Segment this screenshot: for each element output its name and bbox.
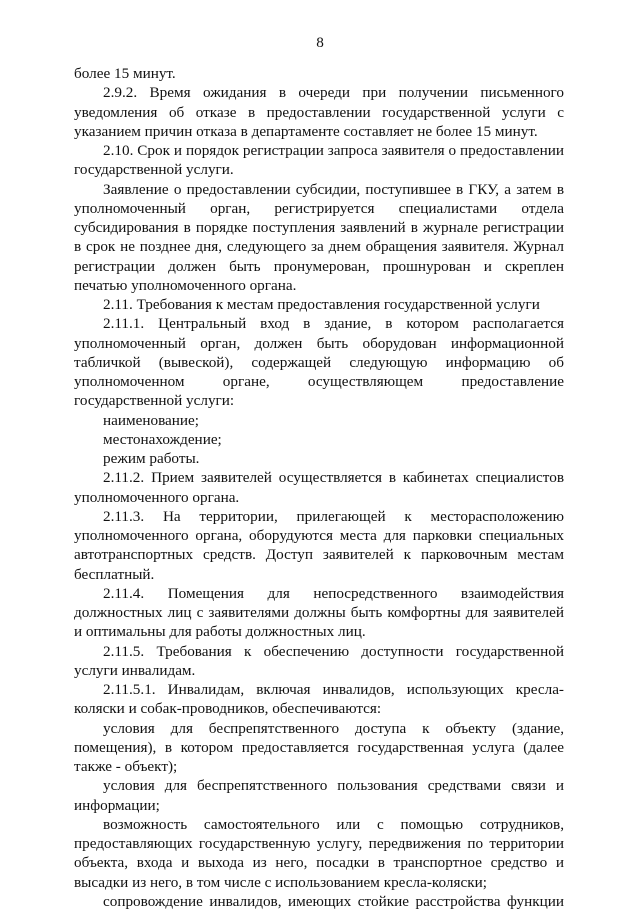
text-line: объекта, входа и выхода из него, посадки в транспортное средство и [74,854,564,872]
text-line: бесплатный. [74,565,155,583]
text-line: государственной услуги: [74,392,235,410]
text-line: предоставляющих государственную услугу, передвижения по территории [74,835,564,852]
text-line: сопровождение инвалидов, имеющих стойкие расстройства функции [103,892,564,910]
text-line: помещения), в котором предоставляется государственная услуга (далее [74,738,564,756]
text-line: коляски и собак-проводников, обеспечиваются: [74,700,382,718]
text-line: услуги инвалидам. [74,661,196,679]
text-line: уполномоченный орган, регистрируется специалистами отдела [74,199,564,217]
text-line: 2.10. Срок и порядок регистрации запроса заявителя о предоставлении [103,142,564,159]
text-line: местонахождение; [103,430,222,448]
text-line: также - объект); [74,758,178,775]
text-line: уполномоченном органе, осуществляющем предоставление [74,373,564,390]
text-line: более 15 минут. [74,65,176,82]
text-line: уведомления об отказе в предоставлении государственной услуги с [74,103,564,121]
text-line: 2.11.5. Требования к обеспечению доступности государственной [103,642,564,660]
text-line: в срок не позднее дня, следующего за днем обращения заявителя. Журнал [74,238,564,256]
page-number: 8 [316,34,324,51]
text-line: автотранспортных средств. Доступ заявителей к парковочным местам [74,546,564,564]
text-line: 2.11.1. Центральный вход в здание, в котором располагается [103,315,564,333]
text-line: условия для беспрепятственного пользования средствами связи и [103,777,564,795]
text-line: высадки из него, в том числе с использованием кресла-коляски; [74,873,487,891]
text-line: регистрации должен быть пронумерован, прошнурован и скреплен [74,257,564,275]
text-line: указанием причин отказа в департаменте составляет не более 15 минут. [74,122,538,140]
text-line: государственной услуги. [74,161,234,179]
text-line: должностных лиц с заявителями должны быть комфортны для заявителей [74,604,564,621]
text-line: 2.11.3. На территории, прилегающей к месторасположению [103,507,564,525]
text-line: 2.11.4. Помещения для непосредственного взаимодействия [103,584,564,602]
text-line: 2.9.2. Время ожидания в очереди при получении письменного [103,84,564,102]
text-line: 2.11. Требования к местам предоставления государственной услуги [103,296,540,313]
text-line: уполномоченный орган, должен быть оборудован информационной [74,334,564,352]
text-line: субсидирования в порядке поступления заявлений в журнале регистрации [74,219,564,236]
text-line: уполномоченного органа. [74,488,240,506]
text-line: возможность самостоятельного или с помощью сотрудников, [103,815,564,833]
text-line: 2.11.5.1. Инвалидам, включая инвалидов, использующих кресла- [103,681,564,698]
text-line: условия для беспрепятственного доступа к объекту (здание, [103,719,564,737]
text-line: 2.11.2. Прием заявителей осуществляется в кабинетах специалистов [103,469,564,487]
text-line: информации; [74,796,160,814]
text-line: наименование; [103,411,199,429]
text-line: Заявление о предоставлении субсидии, поступившее в ГКУ, а затем в [103,180,564,198]
body-text [74,64,564,911]
text-line: и оптимальны для работы должностных лиц. [74,623,366,641]
text-line: режим работы. [103,450,200,467]
text-line: табличкой (вывеской), содержащей следующую информацию об [74,353,564,371]
text-line: печатью уполномоченного органа. [74,276,297,294]
text-line: уполномоченного органа, оборудуются места для парковки специальных [74,527,564,544]
